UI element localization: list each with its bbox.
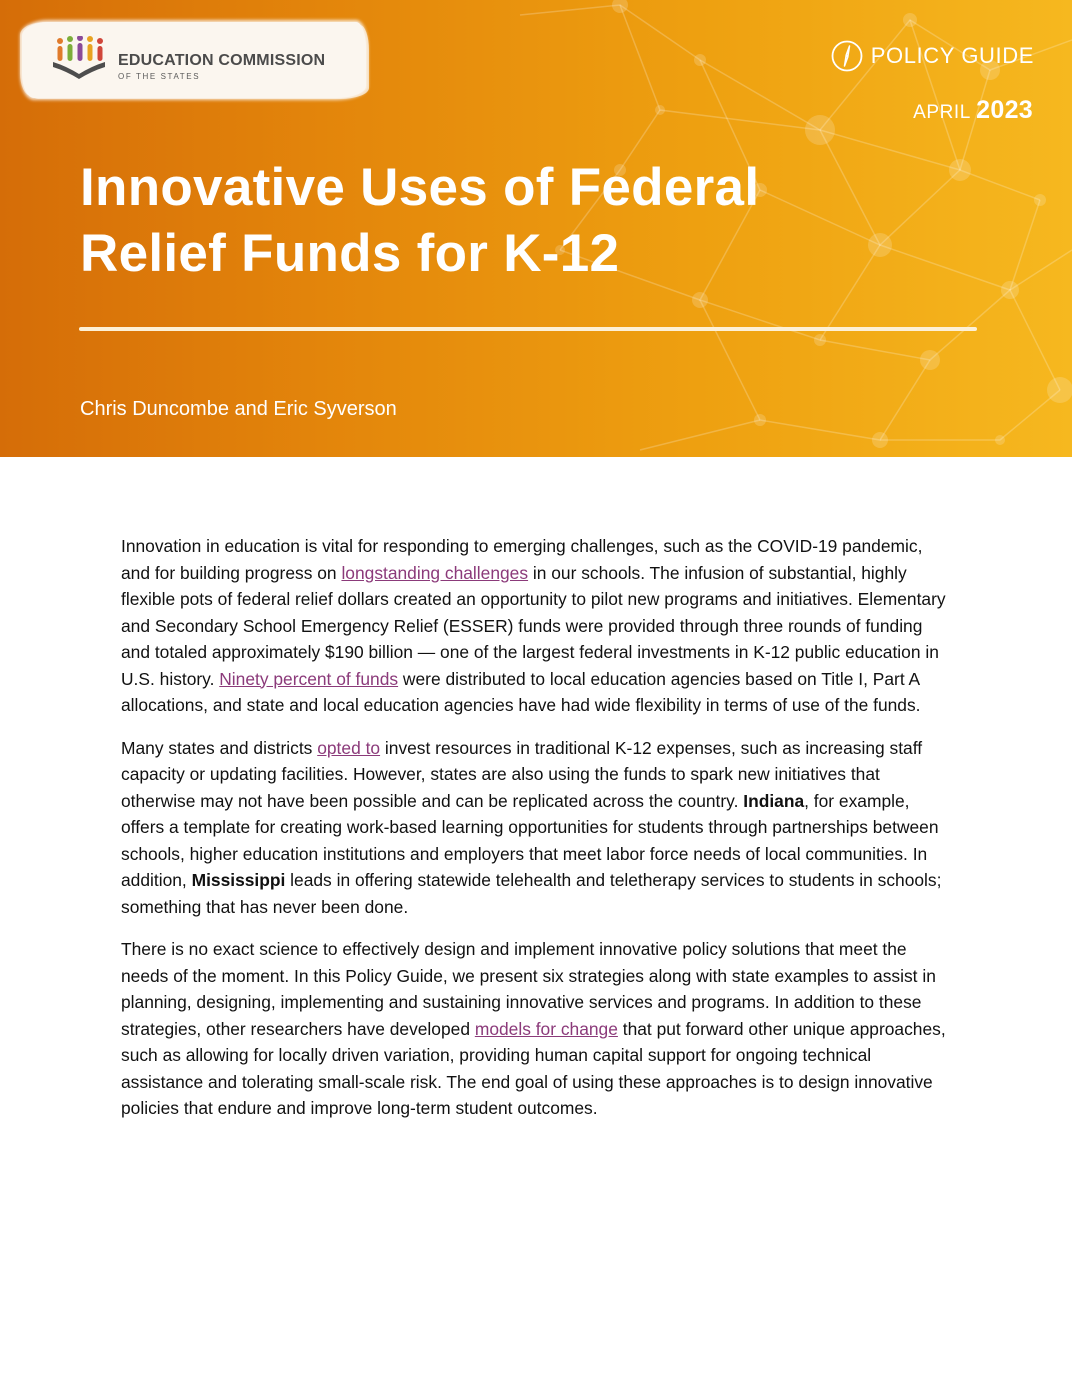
link-longstanding-challenges[interactable]: longstanding challenges	[341, 562, 529, 583]
p2-text-2: invest resources in traditional K-12 expenses, such as increasing staff capacity or updating facilities. However, states are also using the funds to spark new initiatives that otherwise may not have been possible and can be replicated across the country.	[121, 737, 923, 811]
paragraph-3	[121, 936, 955, 1122]
compass-icon	[831, 40, 863, 72]
header-banner	[0, 0, 1072, 457]
organization-subname: OF THE STATES	[118, 72, 201, 81]
page-title	[80, 155, 980, 287]
p1-text-2: in our schools. The infusion of substantial, highly flexible pots of federal relief dollars created an opportunity to pilot new programs and initiatives. Elementary and Secondary School Emergency Relief (ESSER) funds were provided through three rounds of funding and totaled approximately $190 billion — one of the largest federal investments in K-12 public education in U.S. history.	[121, 562, 946, 689]
document-type-label: POLICY GUIDE	[870, 43, 1034, 68]
paragraph-1	[121, 533, 955, 719]
p2-text-3: , for example, offers a template for creating work-based learning opportunities for students through partnerships between schools, higher education institutions and employers that meet labor force needs of local communities. In addition,	[121, 790, 939, 890]
organization-logo[interactable]	[22, 22, 366, 98]
link-ninety-percent-of-funds[interactable]: Ninety percent of funds	[219, 668, 399, 689]
p3-text-1: There is no exact science to effectively design and implement innovative policy solutions that meet the needs of the moment. In this Policy Guide, we present six strategies along with state examples to assist in planning, designing, implementing and sustaining innovative services and programs. In addition to these strategies, other researchers have developed	[121, 939, 936, 1039]
publication-date	[913, 96, 1033, 125]
title-line-2: Relief Funds for K-12	[80, 224, 620, 283]
state-mississippi: Mississippi	[191, 870, 286, 890]
people-book-logo-icon	[50, 36, 106, 82]
state-indiana: Indiana	[743, 790, 805, 811]
link-models-for-change[interactable]: models for change	[474, 1018, 618, 1039]
date-year: 2023	[976, 96, 1033, 124]
p2-text-1: Many states and districts	[121, 737, 318, 758]
body-text	[121, 533, 955, 1138]
organization-name: EDUCATION COMMISSION	[118, 52, 326, 69]
p3-text-2: that put forward other unique approaches, such as allowing for locally driven variation, providing human capital support for ongoing technical assistance and tolerating small-scale risk. The end goal of using these approaches is to design innovative policies that endure and improve long-term student outcomes.	[121, 1018, 946, 1118]
p1-text-1: Innovation in education is vital for responding to emerging challenges, such as the COVID-19 pandemic, and for building progress on	[121, 536, 923, 583]
document-type	[831, 40, 1034, 72]
title-line-1: Innovative Uses of Federal	[80, 158, 760, 217]
paragraph-2	[121, 735, 955, 921]
date-month: APRIL	[913, 102, 971, 123]
link-opted-to[interactable]: opted to	[317, 737, 381, 758]
title-divider	[79, 327, 977, 331]
authors: Chris Duncombe and Eric Syverson	[80, 398, 397, 420]
p1-text-3: were distributed to local education agencies based on Title I, Part A allocations, and state and local education agencies have had wide flexibility in terms of use of the funds.	[121, 668, 921, 715]
p2-text-4: leads in offering statewide telehealth and teletherapy services to students in schools; something that has never been done.	[121, 870, 942, 917]
